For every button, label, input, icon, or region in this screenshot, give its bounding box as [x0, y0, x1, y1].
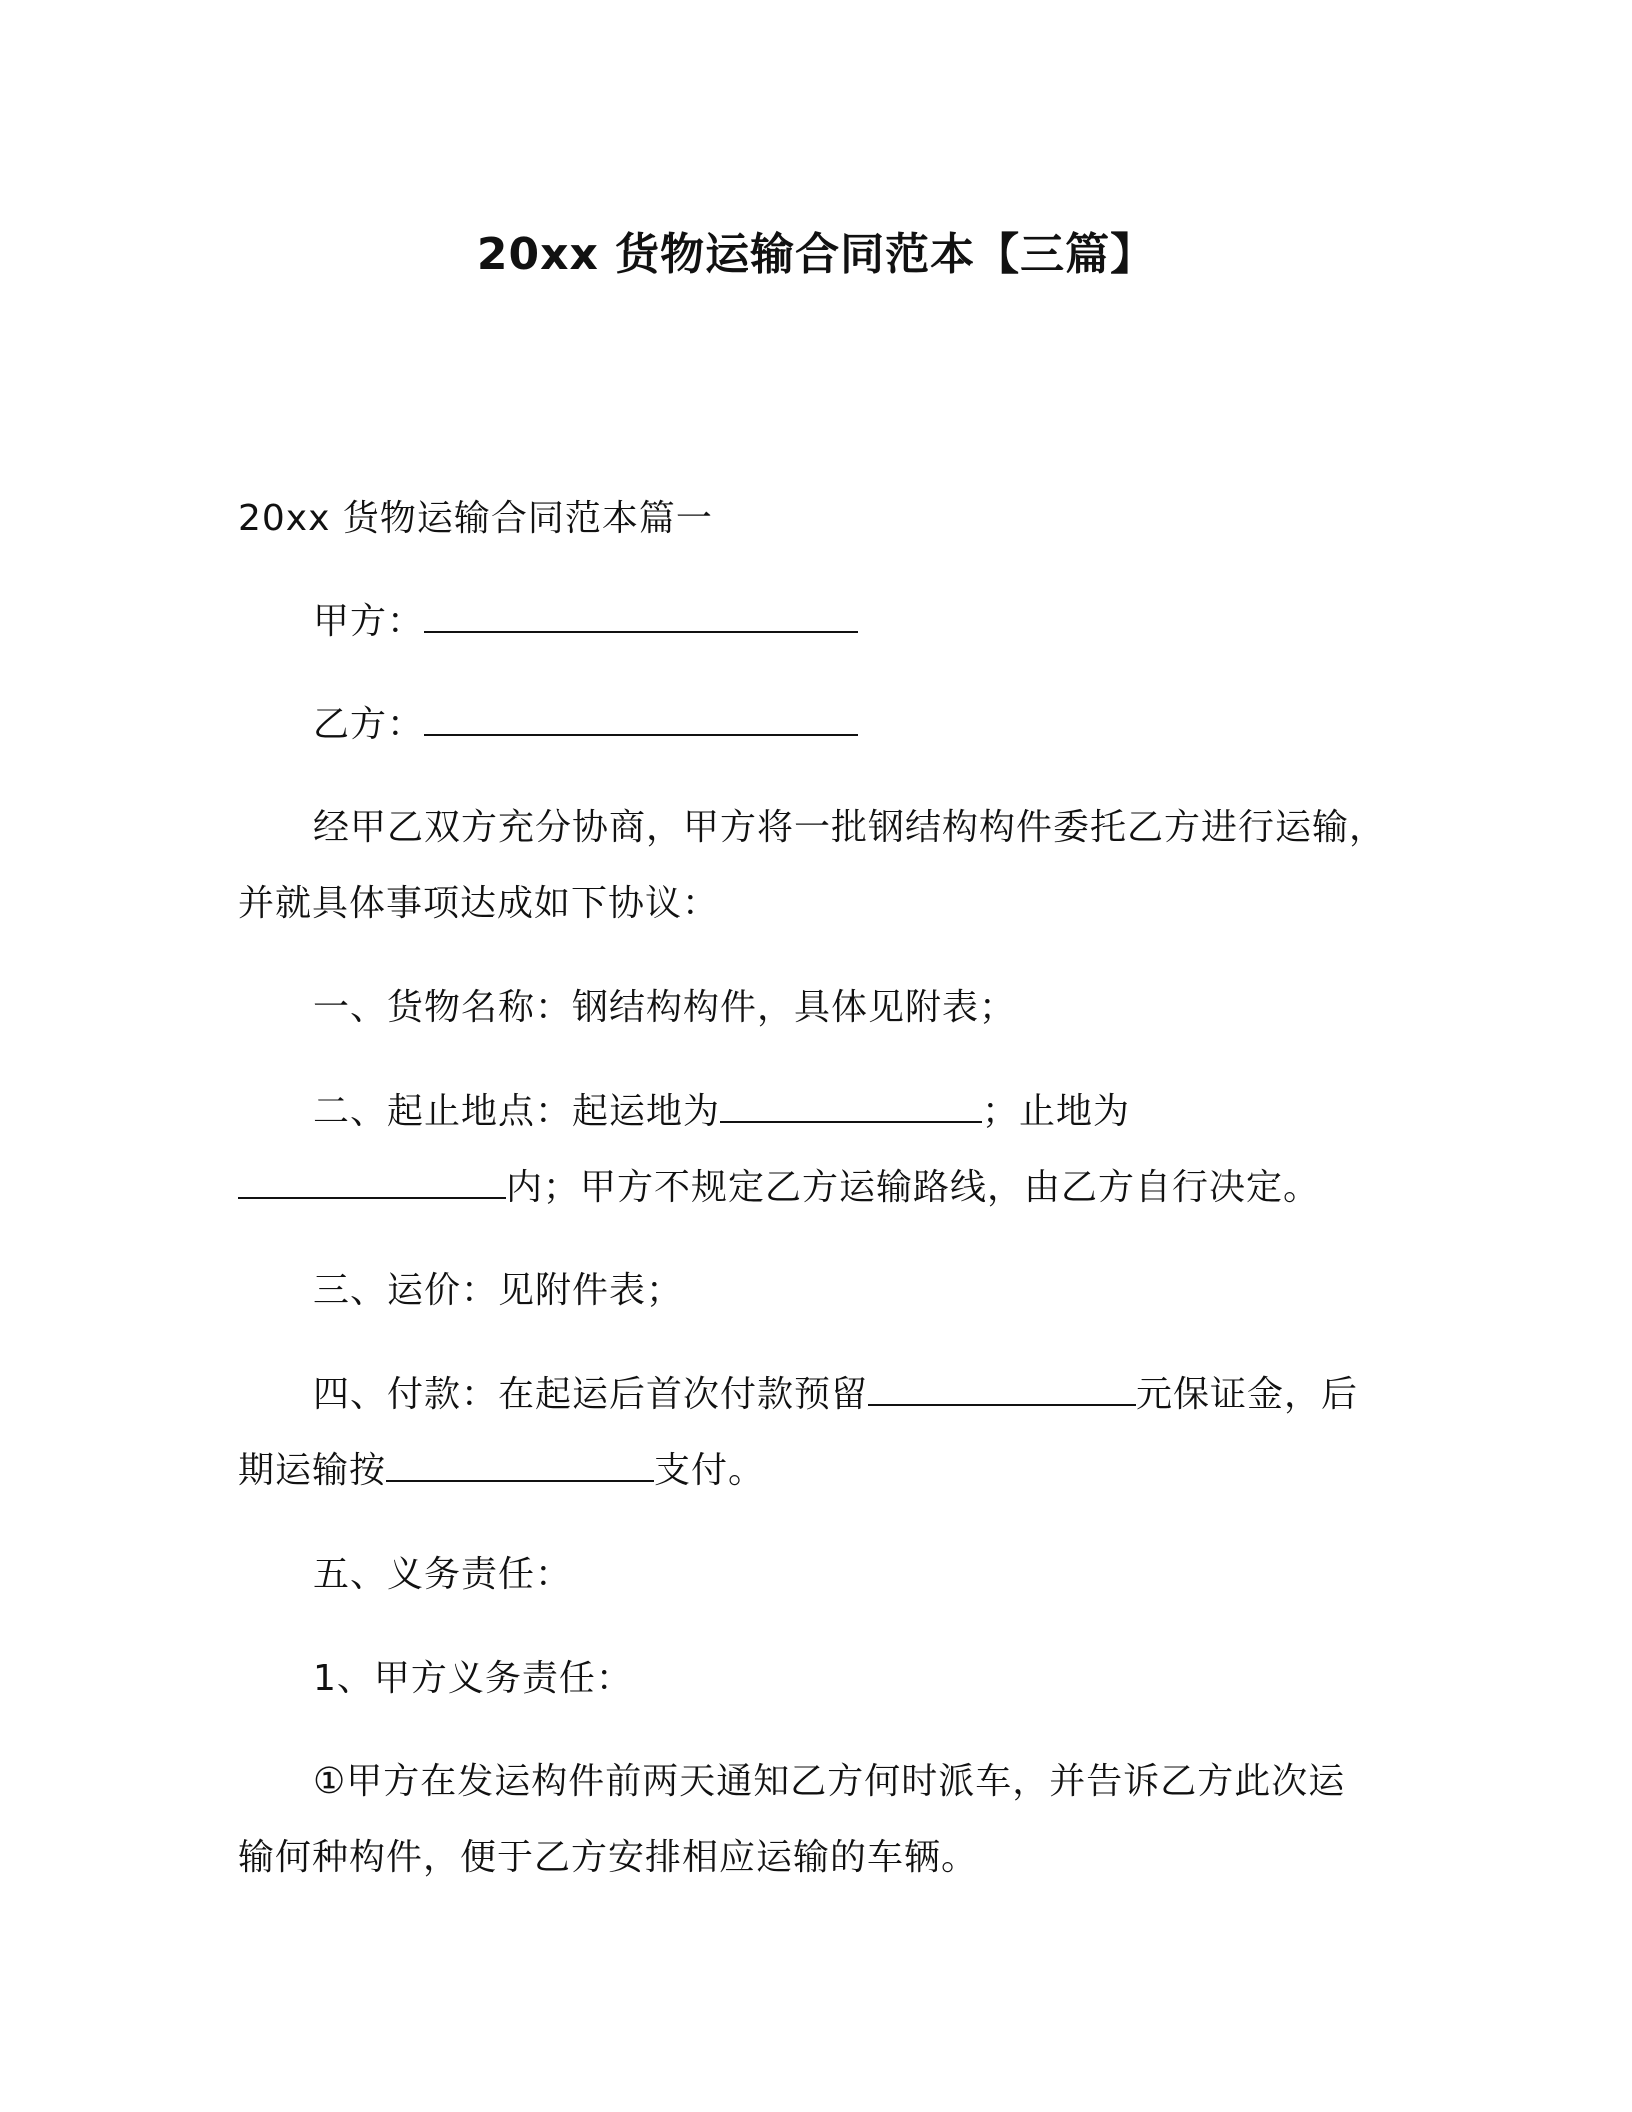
party-a-label: 甲方：: [313, 601, 425, 642]
clause-4-text-c: 期运输按: [238, 1450, 387, 1491]
clause-4-text-b: 元保证金，后: [1136, 1374, 1359, 1415]
deposit-blank: [868, 1374, 1136, 1406]
item-1-line-1: ①甲方在发运构件前两天通知乙方何时派车，并告诉乙方此次运: [313, 1761, 1346, 1802]
clause-2-line-1: [313, 1088, 1130, 1136]
origin-blank: [720, 1091, 982, 1123]
intro-line-1: 经甲乙双方充分协商，甲方将一批钢结构构件委托乙方进行运输，: [313, 807, 1387, 848]
clause-2-text-a: 二、起止地点：起运地为: [313, 1091, 721, 1132]
item-1-line-2: 输何种构件，便于乙方安排相应运输的车辆。: [238, 1837, 979, 1878]
clause-4-line-2: [238, 1447, 765, 1495]
clause-5: 五、义务责任：: [313, 1554, 573, 1595]
clause-5-1: 1、甲方义务责任：: [313, 1658, 633, 1699]
destination-blank: [238, 1167, 506, 1199]
clause-1: 一、货物名称：钢结构构件，具体见附表；: [313, 987, 1017, 1028]
document-title: 20xx 货物运输合同范本【三篇】: [476, 229, 1156, 280]
party-b-line: [313, 701, 858, 749]
clause-4-line-1: [313, 1371, 1358, 1419]
party-b-blank: [424, 704, 858, 736]
payment-terms-blank: [386, 1450, 654, 1482]
clause-4-text-a: 四、付款：在起运后首次付款预留: [313, 1374, 869, 1415]
party-a-line: [313, 598, 858, 646]
clause-2-line-2: [238, 1164, 1320, 1212]
intro-line-2: 并就具体事项达成如下协议：: [238, 883, 720, 924]
clause-2-text-c: 内；甲方不规定乙方运输路线，由乙方自行决定。: [506, 1167, 1321, 1208]
clause-3: 三、运价：见附件表；: [313, 1270, 684, 1311]
party-b-label: 乙方：: [313, 704, 425, 745]
clause-2-text-b: ；止地为: [982, 1091, 1131, 1132]
clause-4-text-d: 支付。: [654, 1450, 766, 1491]
party-a-blank: [424, 601, 858, 633]
section-heading: 20xx 货物运输合同范本篇一: [238, 498, 713, 539]
